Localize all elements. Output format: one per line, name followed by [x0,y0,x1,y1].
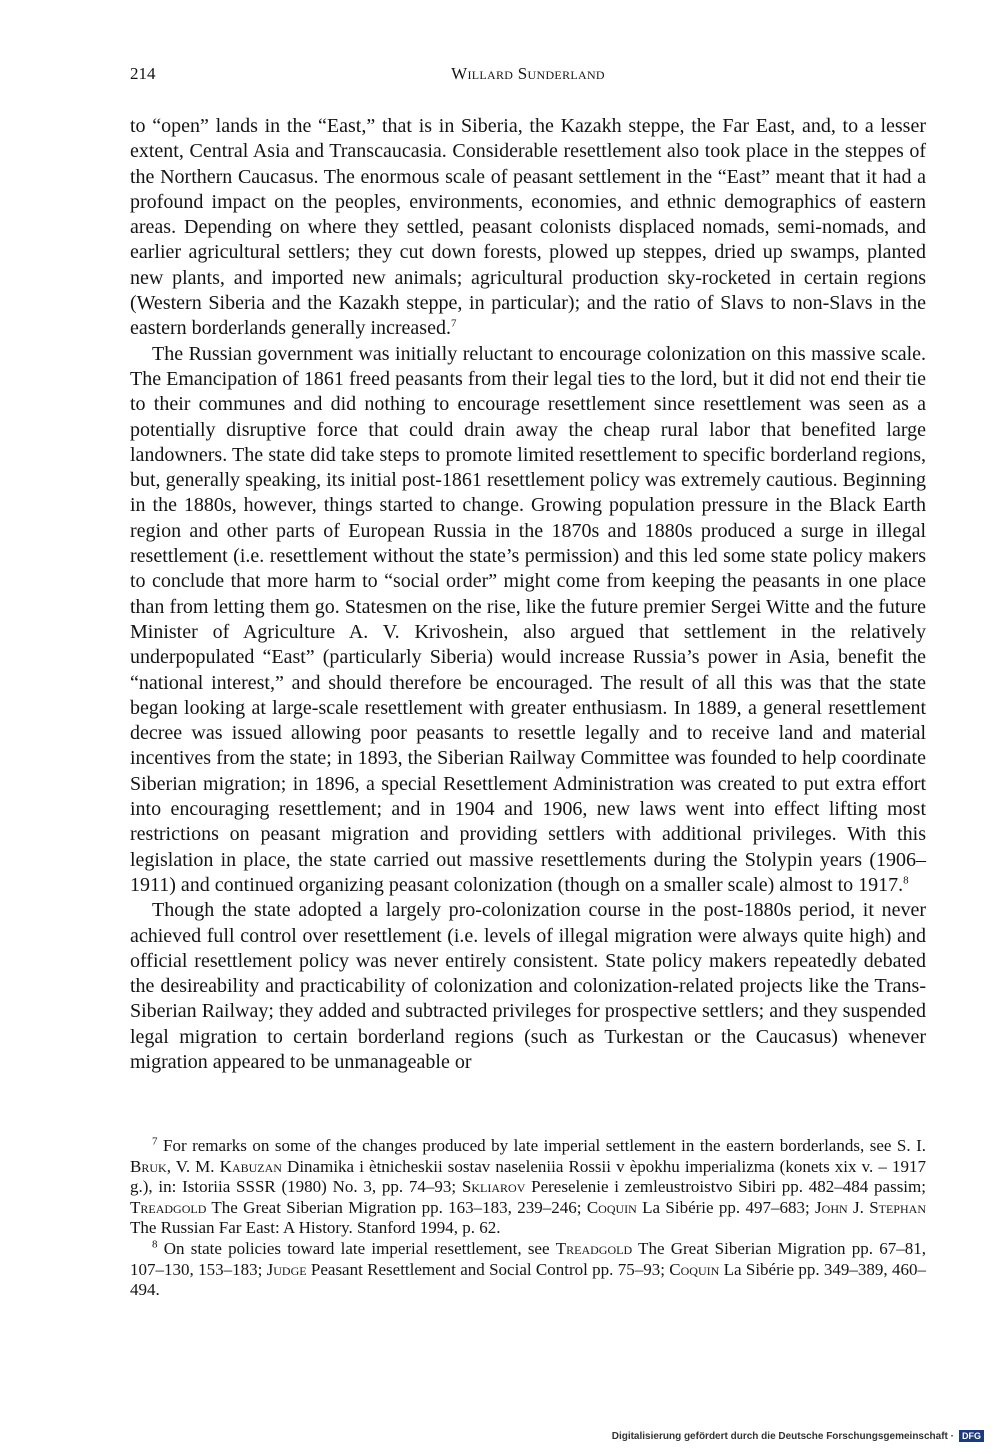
page-number: 214 [130,64,156,83]
paragraph-3-text: Though the state adopted a largely pro-colonization course in the post-1880s period, it never achieved full control over resettlement (i.e. levels of illegal migration were always quite high) and official resettlement policy was never entirely consistent. State policy makers repeatedly debated the desireability and practicability of colonization and colonization-related projects like the Trans-Siberian Railway; they added and subtracted privileges for prospective settlers; and they suspended legal migration to certain borderland regions (such as Turkestan or the Caucasus) whenever migration appeared to be unmanageable or [130,899,926,1073]
author-name: Judge [266,1259,307,1279]
author-name: Treadgold [130,1197,207,1217]
paragraph-3 [130,898,926,1075]
footnote-segment: The Russian Far East: A History. Stanford 1994, p. 62. [130,1218,501,1238]
author-name: Kabuzan [219,1156,282,1176]
footnote-segment: On state policies toward late imperial resettlement, see [163,1238,556,1258]
author-name: Skliarov [461,1177,526,1197]
footnote-segment: For remarks on some of the changes produced by late imperial settlement in the eastern borderlands, see S. I. [163,1136,927,1155]
running-head: Willard Sunderland [451,64,605,83]
author-name: Coquin [586,1197,637,1217]
footer-credit: Digitalisierung gefördert durch die Deutsche Forschungsgemeinschaft · [611,1430,954,1442]
author-name: Coquin [669,1259,720,1279]
footnote-number: 8 [152,1238,158,1251]
footnote-8 [130,1239,926,1301]
paragraph-2 [130,342,926,899]
dfg-logo: DFG [959,1430,984,1442]
footnote-segment: La Sibérie pp. 497–683; [636,1197,816,1217]
footnote-segment: The Great Siberian Migration pp. 67–81, 107–130, 153–183; [130,1238,926,1279]
author-name: Treadgold [555,1238,633,1258]
footnote-segment: La Sibérie pp. 349–389, 460–494. [130,1259,926,1300]
footnote-ref-7[interactable]: 7 [450,317,457,330]
footnote-segment: The Great Siberian Migration pp. 163–183, 239–246; [206,1197,587,1217]
author-name: Bruk [130,1156,167,1176]
paragraph-1 [130,114,926,342]
page-header [130,64,926,88]
footnote-7 [130,1136,926,1239]
footnote-7-text [130,1136,926,1237]
footnote-number: 7 [152,1135,158,1148]
footnote-segment: Dinamika i ètnicheskii sostav naseleniia Rossii v èpokhu imperializma (konets xix v. – 1917 g.), in: Istoriia SSSR (1980) No. 3, pp. 74–93; [130,1156,927,1197]
digitization-footer [612,1430,984,1442]
footnote-segment: Pereselenie i zemleustroistvo Sibiri pp. 482–484 passim; [525,1177,926,1197]
footnotes [130,1136,926,1301]
paragraph-2-text: The Russian government was initially reluctant to encourage colonization on this massive scale. The Emancipation of 1861 freed peasants from their legal ties to the lord, but it did not end their tie to their communes and did nothing to encourage resettlement since resettlement was seen as a potentially disruptive force that could drain away the cheap rural labor that benefited large landowners. The state did take steps to promote limited resettlement to specific borderland regions, but, generally speaking, its initial post-1861 resettlement policy was extremely cautious. Beginning in the 1880s, however, things started to change. Growing population pressure in the Black Earth region and other parts of European Russia in the 1870s and 1880s produced a surge in illegal resettlement (i.e. resettlement without the state’s permission) and this led some state policy makers to conclude that more harm to “social order” might come from keeping the peasants in one place than from letting them go. Statesmen on the rise, like the future premier Sergei Witte and the future Minister of Agriculture A. V. Krivoshein, also argued that settlement in the relatively underpopulated “East” (particularly Siberia) would increase Russia’s power in Asia, benefit the “national interest,” and should therefore be encouraged. The result of all this was that the state began looking at large-scale resettlement with greater enthusiasm. In 1889, a general resettlement decree was issued allowing poor peasants to resettle legally and to receive land and material incentives from the state; in 1893, the Siberian Railway Committee was founded to help coordinate Siberian migration; in 1896, a special Resettlement Administration was created to put extra effort into encouraging resettlement; and in 1904 and 1906, new laws went into effect lifting most restrictions on peasant migration and providing settlers with additional privileges. With this legislation in place, the state carried out massive resettlements during the Stolypin years (1906–1911) and continued organizing peasant colonization (though on a smaller scale) almost to 1917. [130,342,926,896]
footnote-segment: , V. M. [166,1156,220,1176]
paragraph-1-text: to “open” lands in the “East,” that is in Siberia, the Kazakh steppe, the Far East, and, to a lesser extent, Central Asia and Transcaucasia. Considerable resettlement also took place in the steppes of the Northern Caucasus. The enormous scale of peasant settlement in the “East” meant that it had a profound impact on the peoples, environments, economies, and ethnic demographics of eastern areas. Depending on where they settled, peasant colonists displaced nomads, semi-nomads, and earlier agricultural settlers; they cut down forests, plowed up steppes, dried up swamps, planted new plants, and imported new animals; agricultural production sky-rocketed in certain regions (Western Siberia and the Kazakh steppe, in particular); and the ratio of Slavs to non-Slavs in the eastern borderlands generally increased. [130,115,926,340]
footnote-8-text [130,1239,926,1299]
body-text [130,114,926,1075]
footnote-segment: Peasant Resettlement and Social Control pp. 75–93; [306,1259,670,1279]
author-name: John J. Stephan [815,1197,926,1217]
footnote-ref-8[interactable]: 8 [903,874,909,887]
